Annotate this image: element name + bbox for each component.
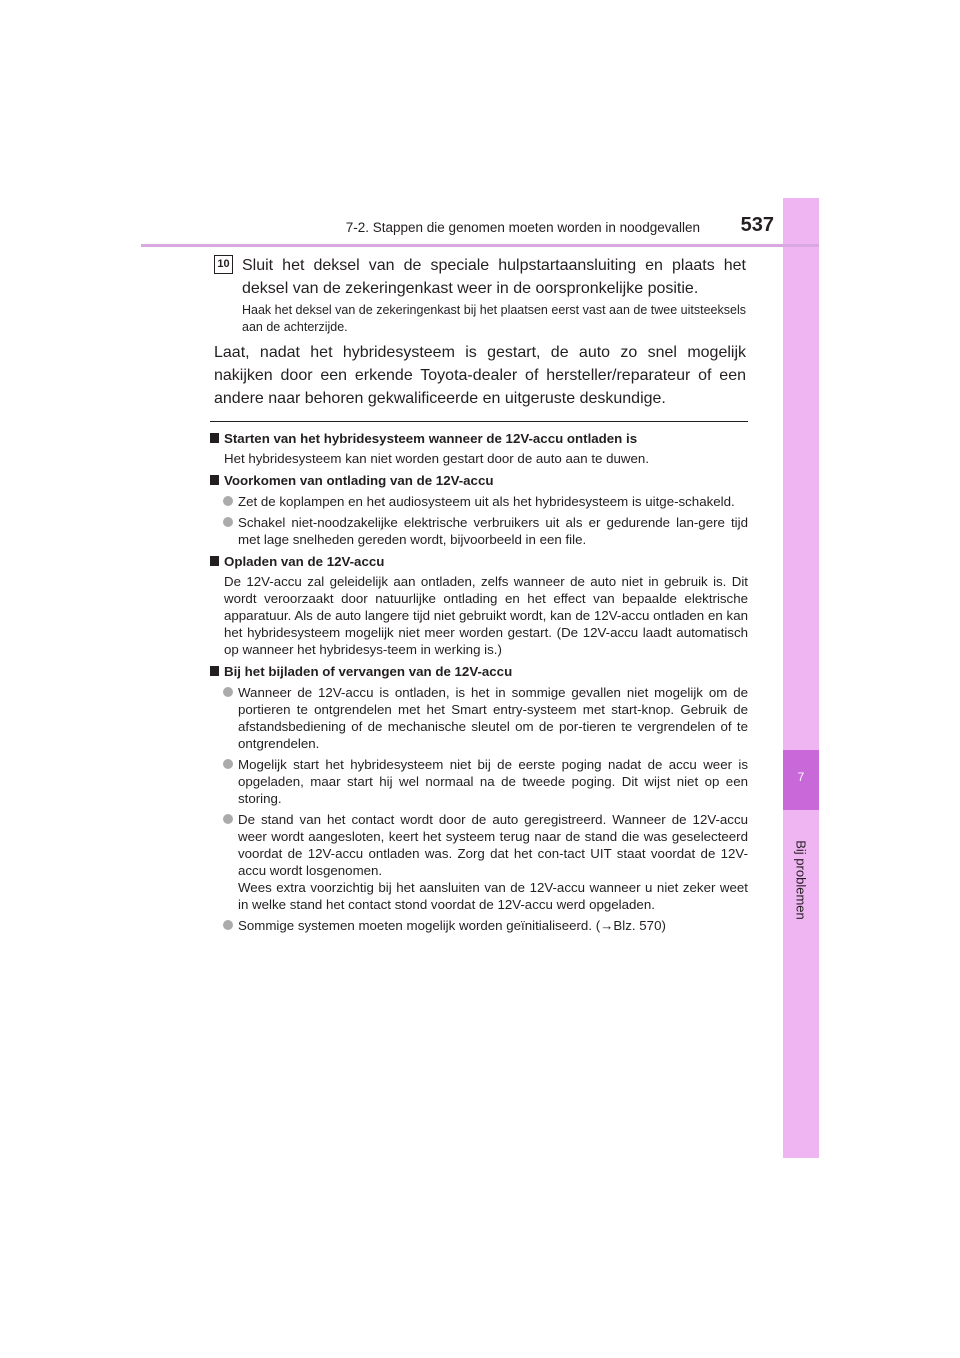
circle-bullet-icon — [223, 920, 233, 930]
section-heading — [210, 472, 748, 489]
square-bullet-icon — [210, 556, 219, 566]
list-item — [210, 811, 748, 913]
section-heading — [210, 663, 748, 680]
section-heading-text: Opladen van de 12V-accu — [224, 554, 385, 569]
section-divider — [210, 421, 748, 422]
section-body: Het hybridesysteem kan niet worden gestart door de auto aan te duwen. — [224, 451, 650, 466]
step-number-badge: 10 — [214, 255, 233, 274]
side-tab-chapter-title: Bij problemen — [793, 840, 809, 920]
section-heading — [210, 430, 748, 447]
page-number: 537 — [740, 214, 774, 236]
list-item-text: Zet de koplampen en het audiosysteem uit als het hybridesysteem is uitge-schakeld. — [238, 494, 735, 509]
side-tab — [783, 198, 819, 1158]
section-heading — [210, 553, 748, 570]
side-tab-chapter-number: 7 — [797, 770, 805, 784]
list-item-text: Schakel niet-noodzakelijke elektrische verbruikers uit als er gedurende lan-gere tijd met lage snelheden gereden wordt, bijvoorbeeld in een file. — [238, 515, 748, 547]
header-rule — [141, 244, 819, 247]
list-item-text: De stand van het contact wordt door de auto geregistreerd. Wanneer de 12V-accu weer wordt aangesloten, keert het systeem terug naar de stand die was geselecteerd voordat de 12V-accu ontladen was. Zorg dat het con-tact UIT staat voordat de 12V-accu wordt losgenomen. Wees extra voorzichtig bij het aansluiten van de 12V-accu wanneer u niet zeker weet in welke stand het contact stond voordat de 12V-accu werd opgeladen. — [238, 812, 748, 912]
info-sections — [210, 430, 748, 934]
list-item — [210, 493, 748, 510]
list-item — [210, 684, 748, 752]
step-note: Haak het deksel van de zekeringenkast bij het plaatsen eerst vast aan de twee uitsteeksels aan de achterzijde. — [242, 303, 746, 334]
square-bullet-icon — [210, 666, 219, 676]
square-bullet-icon — [210, 475, 219, 485]
list-item-text: Mogelijk start het hybridesysteem niet bij de eerste poging nadat de accu weer is opgeladen, maar start hij wel normaal na de tweede poging. Dit wijst niet op een storing. — [238, 757, 748, 806]
circle-bullet-icon — [223, 687, 233, 697]
section-title: 7-2. Stappen die genomen moeten worden in noodgevallen — [345, 220, 700, 235]
section-heading-text: Voorkomen van ontlading van de 12V-accu — [224, 473, 494, 488]
list-item — [210, 514, 748, 548]
page-reference-text: Sommige systemen moeten mogelijk worden geïnitialiseerd. (→Blz. 570) — [238, 918, 666, 933]
step-text: Sluit het deksel van de speciale hulpstartaansluiting en plaats het deksel van de zekeringenkast weer in de oorspronkelijke positie. — [242, 257, 746, 297]
square-bullet-icon — [210, 433, 219, 443]
section-heading-text: Starten van het hybridesysteem wanneer de 12V-accu ontladen is — [224, 431, 638, 446]
circle-bullet-icon — [223, 517, 233, 527]
section-body: De 12V-accu zal geleidelijk aan ontladen, zelfs wanneer de auto niet in gebruik is. Dit wordt veroorzaakt door natuurlijke ontlading en het effect van bepaalde elektrische apparatuur. Als de auto langere tijd niet gebruikt wordt, kan de 12V-accu ontladen en kan het hybridesysteem mogelijk niet meer worden gestart. (De 12V-accu laadt automatisch op wanneer het hybridesys-teem in werking is.) — [224, 574, 748, 657]
list-item — [210, 756, 748, 807]
list-item — [210, 917, 748, 934]
circle-bullet-icon — [223, 814, 233, 824]
list-item-text: Wanneer de 12V-accu is ontladen, is het in sommige gevallen niet mogelijk om de portieren te ontgrendelen met het Smart entry-systeem met start-knop. Gebruik de afstandsbediening of de mechanische sleutel om de por-tieren te vergrendelen of te ontgrendelen. — [238, 685, 748, 751]
circle-bullet-icon — [223, 759, 233, 769]
main-paragraph: Laat, nadat het hybridesysteem is gestart, de auto zo snel mogelijk nakijken door een erkende Toyota-dealer of hersteller/reparateur of een andere naar behoren gekwalificeerde en uitgeruste deskundige. — [214, 344, 746, 407]
section-heading-text: Bij het bijladen of vervangen van de 12V-accu — [224, 664, 513, 679]
circle-bullet-icon — [223, 496, 233, 506]
